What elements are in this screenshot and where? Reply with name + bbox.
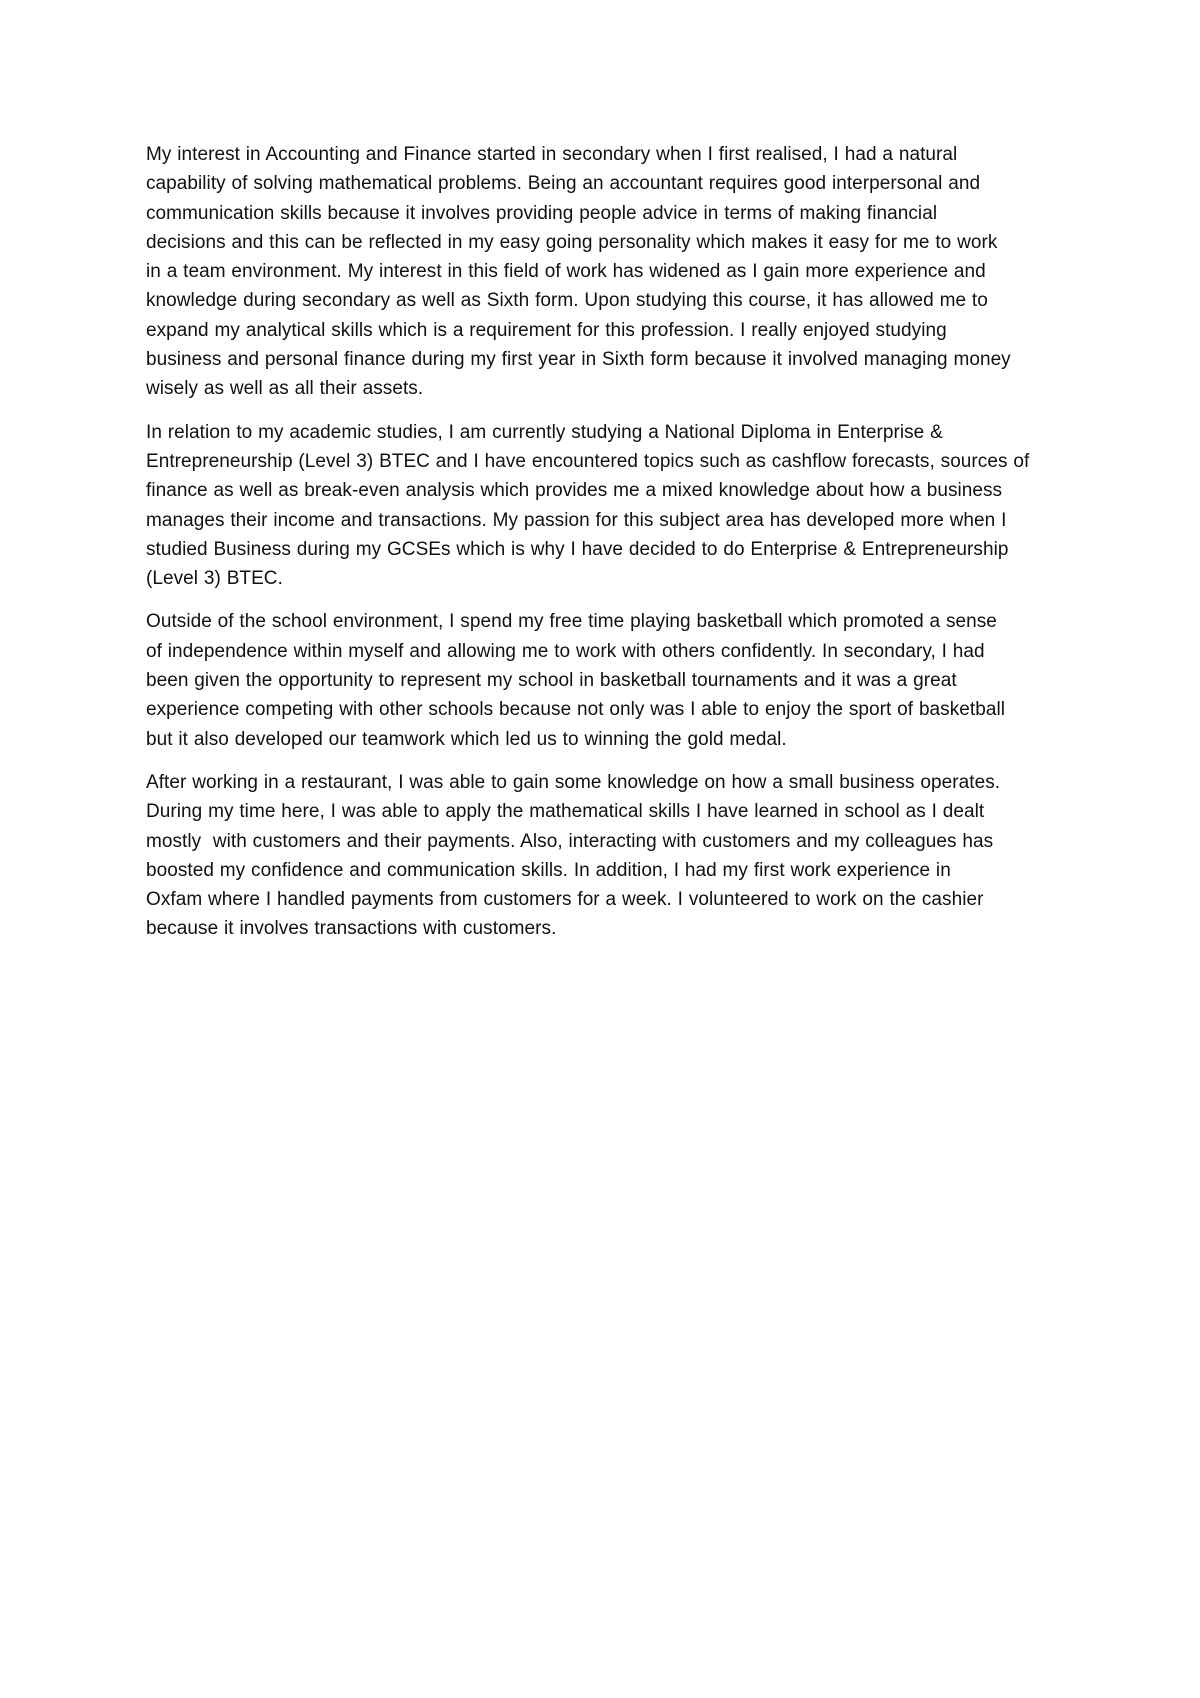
text-line: because it involves transactions with customers. bbox=[146, 918, 557, 940]
text-line: of independence within myself and allowing me to work with others confidently. In secondary, I had bbox=[146, 640, 985, 662]
text-line: business and personal finance during my first year in Sixth form because it involved managing money bbox=[146, 349, 1011, 371]
paragraph-academic-studies bbox=[146, 418, 1068, 594]
text-line: wisely as well as all their assets. bbox=[146, 378, 424, 400]
text-line: (Level 3) BTEC. bbox=[146, 568, 283, 590]
text-line: studied Business during my GCSEs which is why I have decided to do Enterprise & Entrepreneurship bbox=[146, 538, 1009, 560]
text-line: capability of solving mathematical problems. Being an accountant requires good interpersonal and bbox=[146, 173, 981, 195]
document-body bbox=[146, 140, 1068, 958]
paragraph-work-experience bbox=[146, 768, 1068, 944]
text-line: been given the opportunity to represent my school in basketball tournaments and it was a great bbox=[146, 670, 957, 692]
text-line: In relation to my academic studies, I am currently studying a National Diploma in Enterprise & bbox=[146, 421, 943, 443]
text-line: mostly with customers and their payments. Also, interacting with customers and my colleagues has bbox=[146, 830, 994, 852]
text-line: manages their income and transactions. My passion for this subject area has developed more when I bbox=[146, 509, 1007, 531]
paragraph-basketball bbox=[146, 607, 1068, 753]
paragraph-accounting-interest bbox=[146, 140, 1068, 404]
text-line: Outside of the school environment, I spend my free time playing basketball which promoted a sense bbox=[146, 611, 997, 633]
text-line: finance as well as break-even analysis which provides me a mixed knowledge about how a business bbox=[146, 480, 1003, 502]
text-line: experience competing with other schools because not only was I able to enjoy the sport of basketball bbox=[146, 699, 1005, 721]
text-line: boosted my confidence and communication skills. In addition, I had my first work experience in bbox=[146, 859, 951, 881]
text-line: in a team environment. My interest in this field of work has widened as I gain more experience and bbox=[146, 261, 986, 283]
text-line: After working in a restaurant, I was able to gain some knowledge on how a small business operates. bbox=[146, 771, 1001, 793]
text-line: expand my analytical skills which is a requirement for this profession. I really enjoyed studying bbox=[146, 319, 947, 341]
text-line: Entrepreneurship (Level 3) BTEC and I have encountered topics such as cashflow forecasts, sources of bbox=[146, 450, 1030, 472]
text-line: knowledge during secondary as well as Sixth form. Upon studying this course, it has allowed me to bbox=[146, 290, 988, 312]
text-line: communication skills because it involves providing people advice in terms of making financial bbox=[146, 202, 938, 224]
text-line: During my time here, I was able to apply the mathematical skills I have learned in school as I dealt bbox=[146, 801, 985, 823]
text-line: but it also developed our teamwork which led us to winning the gold medal. bbox=[146, 728, 787, 750]
text-line: decisions and this can be reflected in my easy going personality which makes it easy for me to work bbox=[146, 231, 998, 253]
text-line: Oxfam where I handled payments from customers for a week. I volunteered to work on the cashier bbox=[146, 889, 984, 911]
text-line: My interest in Accounting and Finance started in secondary when I first realised, I had a natural bbox=[146, 144, 958, 165]
